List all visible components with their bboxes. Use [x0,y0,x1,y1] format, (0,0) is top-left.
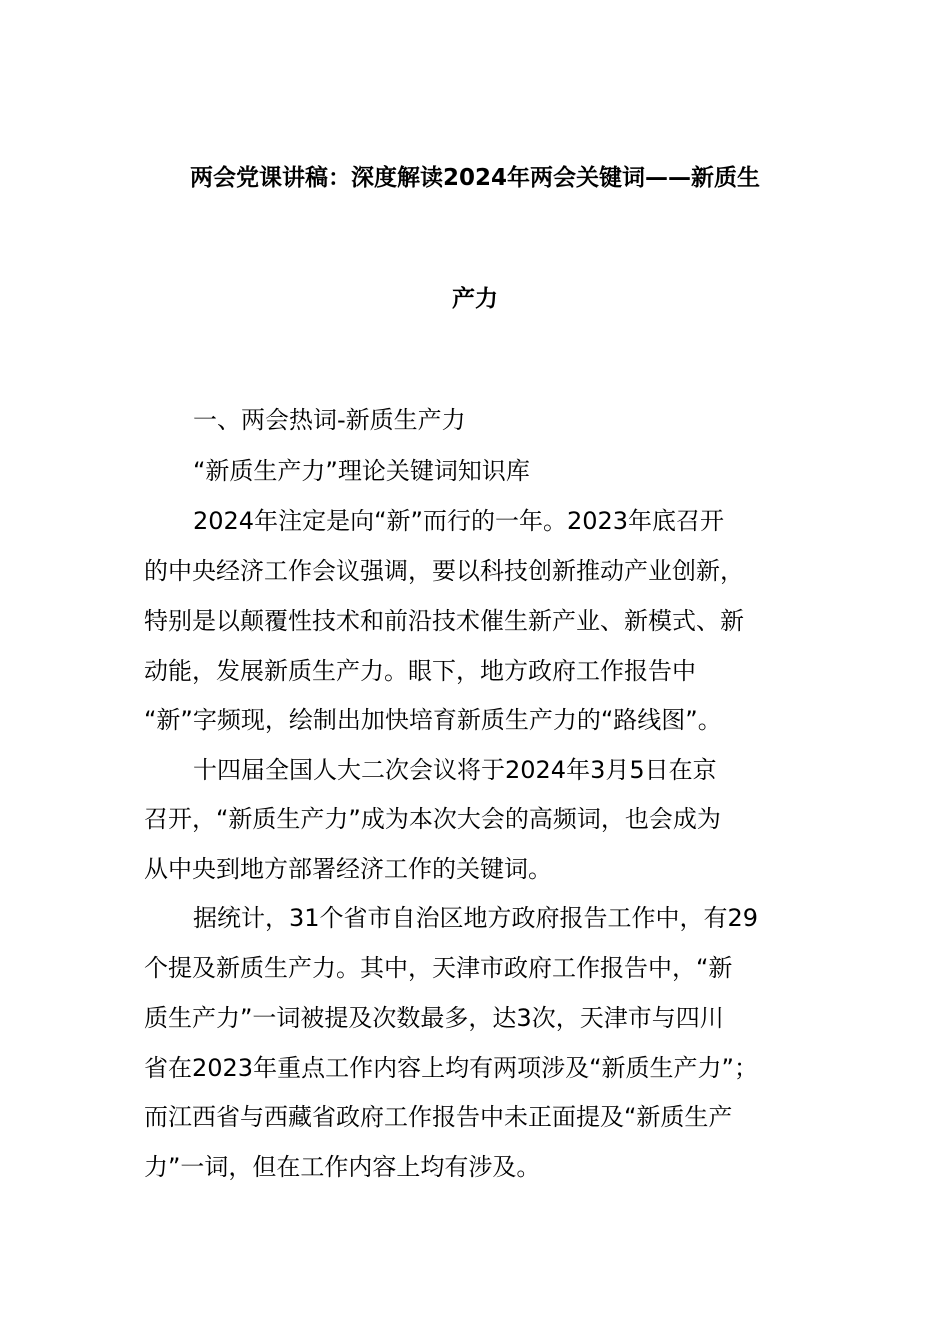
subheading: “新质生产力”理论关键词知识库 [193,457,530,485]
paragraph-2-line-2: 召开，“新质生产力”成为本次大会的高频词，也会成为 [144,805,721,833]
paragraph-3-line-2: 个提及新质生产力。其中，天津市政府工作报告中，“新 [144,954,733,982]
paragraph-1-line-1: 2024年注定是向“新”而行的一年。2023年底召开 [193,507,725,535]
paragraph-3-line-5: 而江西省与西藏省政府工作报告中未正面提及“新质生产 [144,1103,733,1131]
paragraph-1-line-3: 特别是以颠覆性技术和前沿技术催生新产业、新模式、新 [144,607,744,635]
paragraph-2-line-1: 十四届全国人大二次会议将于2024年3月5日在京 [193,756,717,784]
paragraph-3-line-3: 质生产力”一词被提及次数最多，达3次，天津市与四川 [144,1004,724,1032]
document-title-line-1: 两会党课讲稿：深度解读2024年两会关键词——新质生 [189,165,760,191]
paragraph-1-line-4: 动能，发展新质生产力。眼下，地方政府工作报告中 [144,657,696,685]
document-title-line-2: 产力 [452,286,498,312]
paragraph-3-line-4: 省在2023年重点工作内容上均有两项涉及“新质生产力”； [144,1054,758,1082]
section-heading: 一、两会热词-新质生产力 [193,406,466,434]
paragraph-3-line-1: 据统计，31个省市自治区地方政府报告工作中，有29 [193,904,759,932]
paragraph-1-line-5: “新”字频现，绘制出加快培育新质生产力的“路线图”。 [144,706,722,734]
paragraph-2-line-3: 从中央到地方部署经济工作的关键词。 [144,855,552,883]
paragraph-1-line-2: 的中央经济工作会议强调，要以科技创新推动产业创新， [144,557,744,585]
paragraph-3-line-6: 力”一词，但在工作内容上均有涉及。 [144,1153,541,1181]
